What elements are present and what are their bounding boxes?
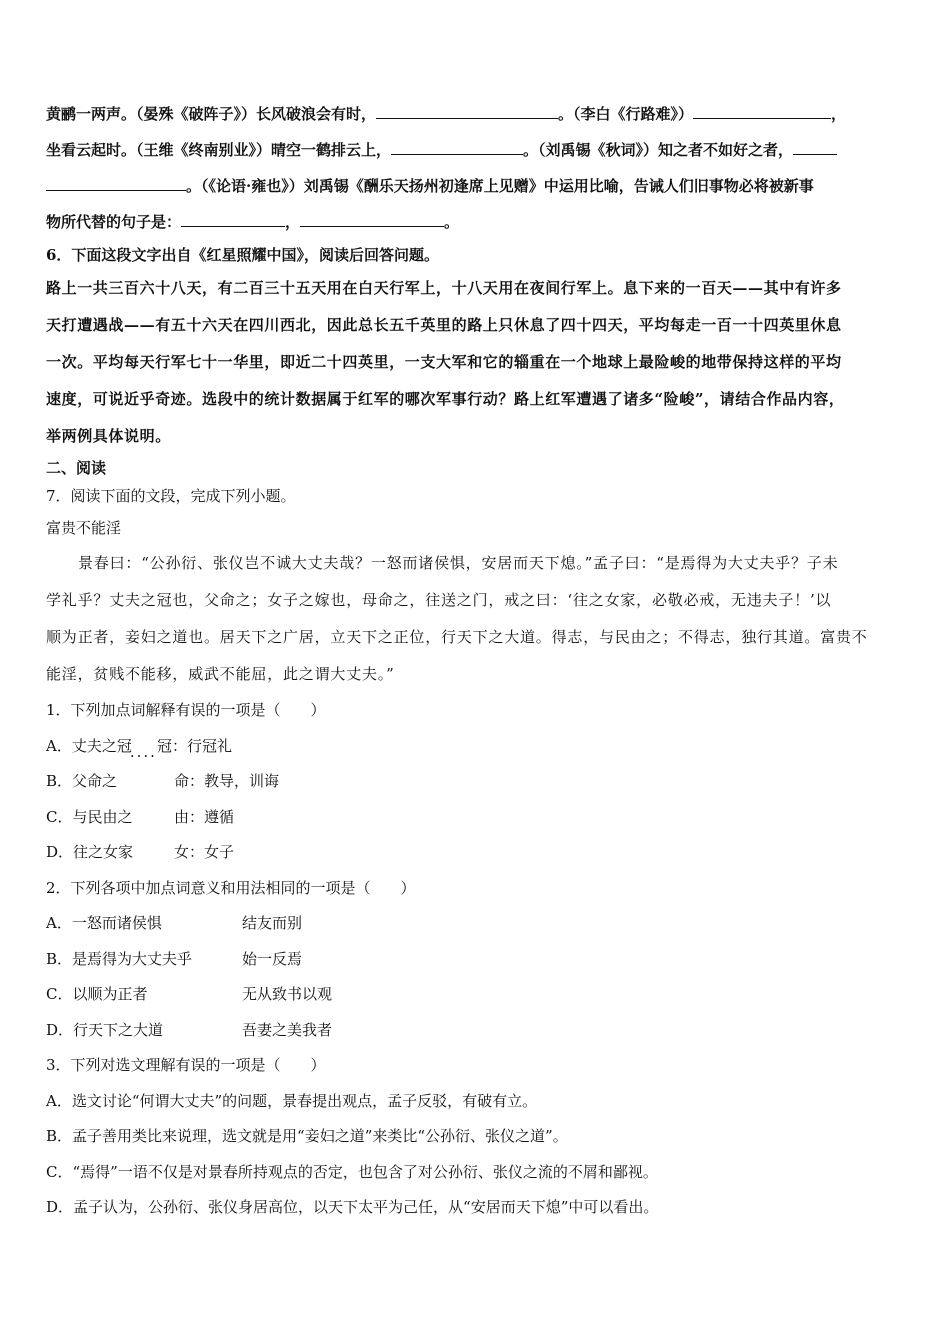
option-letter: B． [46,772,73,790]
option-right: 结友而别 [242,914,303,932]
fill-text: ， [285,213,301,231]
option-text: “焉得”一语不仅是对景春所持观点的否定，也包含了对公孙衍、张仪之流的不屑和鄙视。 [72,1162,658,1181]
option-gloss: 命：教导，训诲 [174,772,280,790]
option-letter: D． [46,843,74,861]
text-line: 学礼乎？丈夫之冠也，父命之；女子之嫁也，母命之，往送之门，戒之曰：‘往之女家，必敬必戒，无违夫子！’以 [46,591,832,609]
text-line: 景春曰：“公孙衍、张仪岂不诚大丈夫哉？一怒而诸侯惧，安居而天下熄。”孟子曰：“是焉得为大丈夫乎？子未 [78,554,839,572]
option-left: 以顺为正者 [72,985,148,1003]
text-title: 富贵不能淫 [46,519,122,537]
option-letter: C． [46,985,73,1003]
q6-passage-line: 速度，可说近乎奇迹。选段中的统计数据属于红军的哪次军事行动？路上红军遭遇了诸多“险峻”，请结合作品内容， [46,390,845,408]
answer-blank[interactable] [693,104,831,119]
sub1-option-d[interactable] [46,835,908,871]
option-gloss: 冠：行冠礼 [156,736,232,755]
fill-text: 。（《论语·雍也》）刘禹锡《酬乐天扬州初逢席上见赠》中运用比喻，告诫人们旧事物必将被新事 [186,177,814,195]
option-text: 选文讨论“何谓大丈夫”的问题，景春提出观点，孟子反驳，有破有立。 [71,1091,538,1110]
q6-passage-line: 路上一共三百六十八天，有二百三十五天用在白天行军上，十八天用在夜间行军上。息下来的一百天——其中有许多 [46,279,842,297]
sub1-option-c[interactable] [46,800,908,836]
option-letter: A． [46,1091,72,1110]
fill-text: 黄鹂一两声。（晏殊《破阵子》）长风破浪会有时， [46,105,377,123]
sub2-option-d[interactable] [46,1013,908,1049]
fill-line-2 [46,132,908,168]
fill-line-4 [46,204,908,240]
option-word: 丈夫之冠 [71,736,132,755]
sub2-stem: 2．下列各项中加点词意义和用法相同的一项是（ ） [46,878,416,897]
sub3-option-b[interactable] [46,1119,908,1155]
sub3-option-a[interactable] [46,1084,908,1120]
option-letter: A． [46,736,72,755]
answer-blank[interactable] [391,140,523,155]
sub2-option-a[interactable] [46,906,908,942]
fill-text: 物所代替的句子是： [46,213,182,231]
q6-prompt: 6．下面这段文字出自《红星照耀中国》，阅读后回答问题。 [46,246,439,264]
option-left: 行天下之大道 [73,1020,164,1039]
emphasis-dots: .... [129,742,157,761]
sub3-option-d[interactable] [46,1190,908,1226]
option-gloss: 女：女子 [174,843,235,861]
option-gloss: 由：遵循 [174,807,235,826]
option-right: 吾妻之美我者 [242,1020,333,1039]
fill-line-1 [46,96,908,132]
option-letter: B． [46,1127,73,1145]
fill-text: 坐看云起时。（王维《终南别业》）晴空一鹤排云上， [46,141,392,159]
sub2-option-b[interactable] [46,942,908,978]
sub2-option-c[interactable] [46,977,908,1013]
fill-line-3 [46,168,908,204]
fill-text: 。（李白《行路难》） [558,105,694,123]
option-word: 与民由之 [72,807,133,826]
exam-page [46,96,908,1226]
sub1-stem: 1．下列加点词解释有误的一项是（ ） [46,701,326,719]
option-right: 无从致书以观 [242,985,333,1003]
q6-passage-line: 天打遭遇战——有五十六天在四川西北，因此总长五千英里的路上只休息了四十四天，平均每走一百一十四英里休息 [46,316,842,334]
option-letter: D． [46,1020,74,1039]
sub3-option-c[interactable] [46,1155,908,1191]
fill-text: ， [831,105,847,123]
option-word: 往之女家 [73,843,134,861]
answer-blank[interactable] [300,212,444,227]
answer-blank[interactable] [793,140,837,155]
q7-prompt: 7．阅读下面的文段，完成下列小题。 [46,487,296,505]
fill-text: 。（刘禹锡《秋词》）知之者不如好之者， [523,141,794,159]
sub1-option-a[interactable] [46,729,908,765]
answer-blank[interactable] [181,212,285,227]
sub1-option-b[interactable] [46,764,908,800]
option-right: 始一反焉 [242,949,303,968]
option-letter: C． [46,807,73,826]
q6-passage-line: 举两例具体说明。 [46,427,171,445]
option-word: 父命之 [72,772,118,790]
option-letter: B． [46,949,73,968]
option-left: 是焉得为大丈夫乎 [72,949,193,968]
text-line: 顺为正者，妾妇之道也。居天下之广居，立天下之正位，行天下之大道。得志，与民由之；不得志，独行其道。富贵不 [46,628,868,646]
option-letter: D． [46,1198,74,1216]
option-text: 孟子善用类比来说理，选文就是用“妾妇之道”来类比“公孙衍、张仪之道”。 [72,1127,568,1145]
answer-blank[interactable] [46,176,186,191]
option-letter: C． [46,1162,73,1181]
section-heading: 二、阅读 [46,459,107,477]
fill-text: 。 [444,213,460,231]
option-left: 一怒而诸侯惧 [71,914,162,932]
text-line: 能淫，贫贱不能移，威武不能屈，此之谓大丈夫。” [46,665,395,683]
sub3-stem: 3．下列对选文理解有误的一项是（ ） [46,1056,326,1074]
answer-blank[interactable] [376,104,558,119]
option-text: 孟子认为，公孙衍、张仪身居高位，以天下太平为己任，从“安居而天下熄”中可以看出。 [73,1198,659,1216]
q6-passage-line: 一次。平均每天行军七十一华里，即近二十四英里，一支大军和它的辎重在一个地球上最险峻的地带保持这样的平均 [46,353,842,371]
option-letter: A． [46,914,72,932]
